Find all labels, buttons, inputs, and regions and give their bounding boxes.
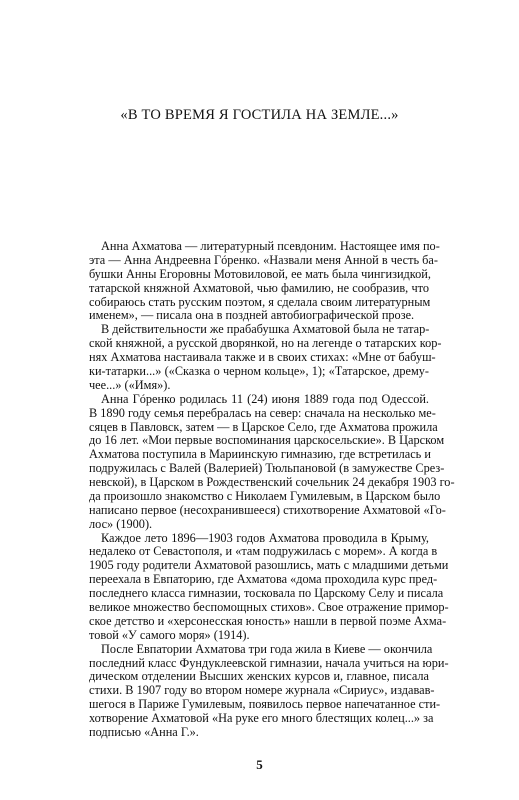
text-line: переехала в Евпаторию, где Ахматова «дома проходила курс пред- [89,572,438,587]
text-line: последнего класса гимназии, тосковала по Царскому Селу и писала [89,586,444,601]
text-line: подружилась с Валей (Валерией) Тюльпановой (в замужестве Срез- [89,461,445,476]
text-line: дическом отделении Высших женских курсов и, главное, писала [89,669,429,684]
text-line: бушки Анны Егоровны Мотовиловой, ее мать была чингизидкой, [89,266,431,281]
text-line: хотворение Ахматовой «На руке его много блестящих колец...» за [89,711,434,726]
text-line: Каждое лето 1896—1903 годов Ахматова проводила в Крыму, [101,530,429,545]
page-number: 5 [256,757,263,772]
text-line: Ахматова поступила в Мариинскую гимназию, где встретилась и [89,447,431,462]
text-line: ки-татарки...» («Сказка о черном кольце», 1); «Татарское, дрему- [89,363,429,378]
text-line: сяцев в Павловск, затем — в Царское Село, где Ахматова прожила [89,419,438,434]
text-line: Анна Ахматова — литературный псевдоним. Настоящее имя по- [101,239,440,253]
text-line: великое множество беспомощных стихов». Свое отражение примор- [89,600,449,615]
text-line: татарской княжной Ахматовой, чью фамилию, не сообразив, что [89,280,429,295]
text-line: до 16 лет. «Мои первые воспоминания царскосельские». В Царском [89,433,445,448]
text-line: именем», — писала она в поздней автобиографической прозе. [89,308,415,323]
chapter-title: «В ТО ВРЕМЯ Я ГОСТИЛА НА ЗЕМЛЕ...» [120,107,399,123]
text-line: В 1890 году семья перебралась на север: сначала на несколько ме- [89,405,436,420]
text-line: написано первое (несохранившееся) стихотворение Ахматовой «Го- [89,502,446,517]
text-line: стихи. В 1907 году во втором номере журнала «Сириус», издавав- [89,683,435,698]
text-line: подписью «Анна Г.». [89,725,199,739]
text-line: После Евпатории Ахматова три года жила в Киеве — окончила [101,641,433,656]
text-line: последний класс Фундуклеевской гимназии, начала учиться на юри- [89,655,449,670]
text-line: товой «У самого моря» (1914). [89,627,250,642]
text-line: нях Ахматова настаивала также и в своих стихах: «Мне от бабуш- [89,350,436,365]
text-line: недалеко от Севастополя, и «там подружилась с морем». А когда в [89,544,438,559]
text-line: невской), в Царском в Рождественский сочельник 24 декабря 1903 го- [89,475,455,490]
text-line: ское детство и «херсонесская юность» нашли в первой поэме Ахма- [89,613,447,628]
text-line: лос» (1900). [89,516,153,531]
text-line: 1905 году родители Ахматовой разошлись, мать с младшими детьми [89,558,449,573]
text-line: эта — Анна Андреевна Гóренко. «Назвали меня Анной в честь ба- [89,252,438,267]
text-line: чее...» («Имя»). [89,377,171,392]
text-line: да произошло знакомство с Николаем Гумилевым, в Царском было [89,488,441,503]
text-line: ской княжной, а русской дворянкой, но на легенде о татарских кор- [89,336,442,351]
text-line: собираюсь стать русским поэтом, я сделала своим литературным [89,294,431,309]
text-line: шегося в Париже Гумилевым, появилось первое напечатанное сти- [89,697,441,712]
text-line: Анна Гóренко родилась 11 (24) июня 1889 года под Одессой. [101,391,429,406]
text-line: В действительности же прабабушка Ахматовой была не татар- [101,322,430,337]
